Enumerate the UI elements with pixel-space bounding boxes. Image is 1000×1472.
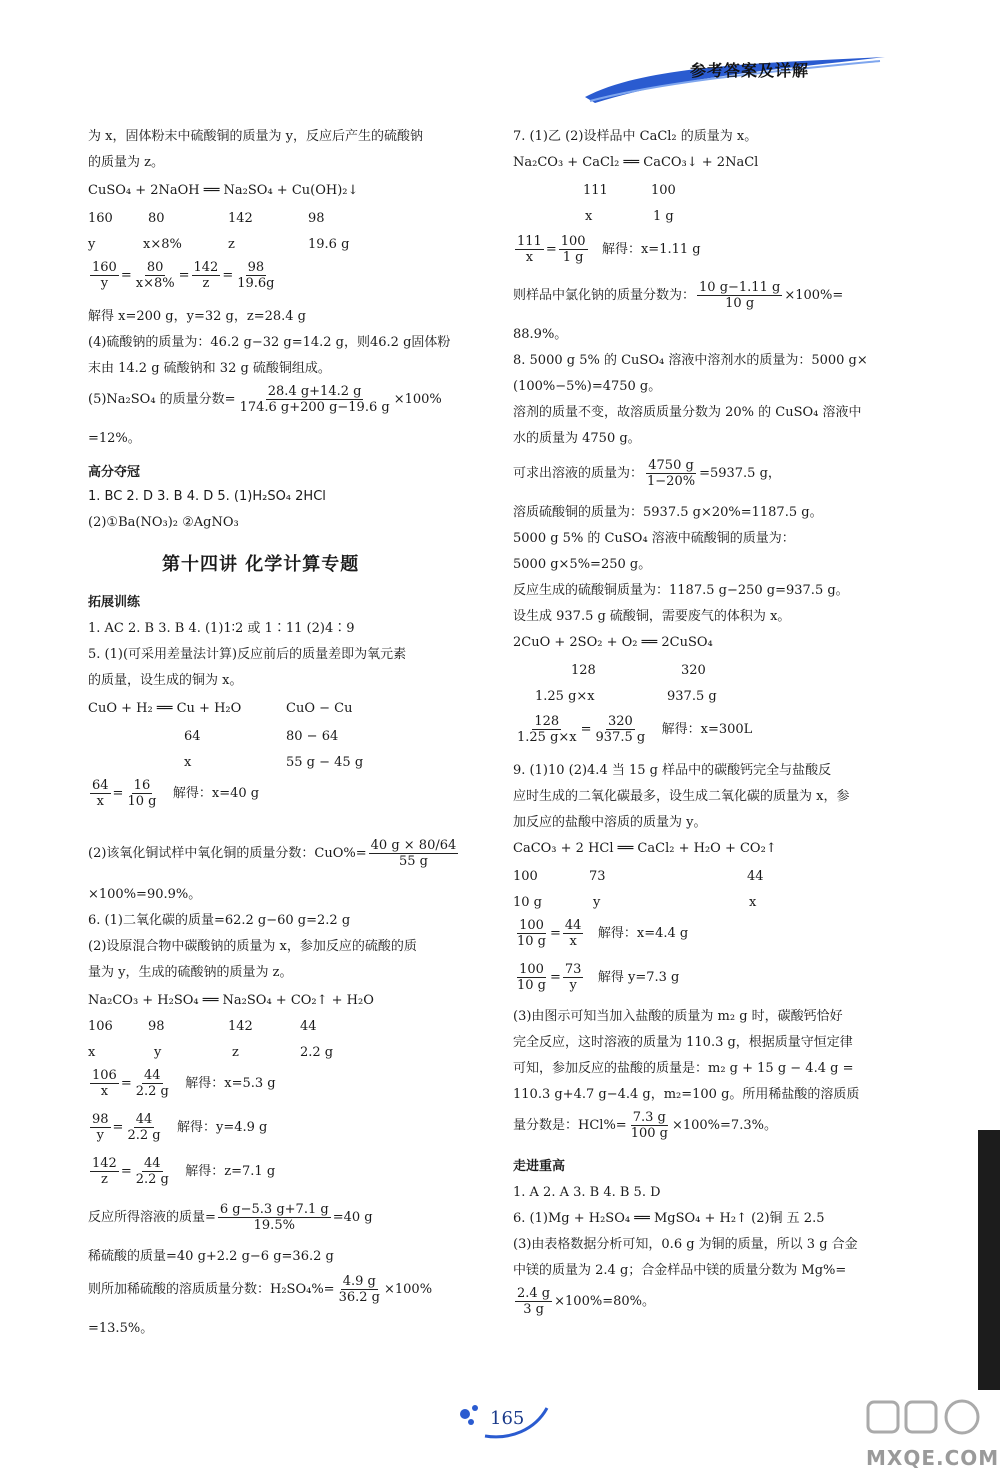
stoich-value: 100 bbox=[651, 183, 676, 198]
stoich-value: x bbox=[749, 895, 757, 910]
text-line: 5000 g 5% 的 CuSO₄ 溶液中硫酸铜的质量为： bbox=[513, 531, 795, 546]
text-line: 设生成 937.5 g 硫酸铜，需要废气的体积为 x。 bbox=[513, 609, 791, 624]
text-line: =13.5%。 bbox=[88, 1321, 154, 1336]
stoich-value: x bbox=[88, 1045, 96, 1060]
text-line: (4)硫酸钠的质量为：46.2 g−32 g=14.2 g，则46.2 g固体粉 bbox=[88, 335, 451, 350]
stoich-value: 80 − 64 bbox=[286, 729, 339, 744]
text-line: 9. (1)10 (2)4.4 当 15 g 样品中的碳酸钙完全与盐酸反 bbox=[513, 763, 832, 778]
text-line: 完全反应，这时溶液的质量为 110.3 g，根据质量守恒定律 bbox=[513, 1035, 853, 1050]
text-line: 量为 y，生成的硫酸钠的质量为 z。 bbox=[88, 965, 293, 980]
fraction-equation: 量分数是：HCl%= $\frac{7.3 g}{100 g}$ ×100%=7.3%。 bbox=[513, 1110, 777, 1141]
fraction-equation: $\frac{98}{y}$ = $\frac{44}{2.2 g}$ 解得：y=4.9 g bbox=[92, 1112, 268, 1143]
page-edge-tab bbox=[978, 1130, 1000, 1390]
text-line: 的质量为 z。 bbox=[88, 155, 164, 170]
stoich-value: 44 bbox=[300, 1019, 317, 1034]
stoich-value: 1.25 g×x bbox=[535, 689, 595, 704]
fraction-equation: $\frac{100}{10 g}$ = $\frac{73}{y}$ 解得 y=7.3 g bbox=[517, 962, 680, 993]
fraction: $\frac{4.9 g}{36.2 g}$ bbox=[338, 1274, 380, 1305]
fraction: $\frac{80}{x\times 8\%}$ bbox=[135, 260, 175, 291]
stoich-value: 44 bbox=[747, 869, 764, 884]
stoich-value: 160 bbox=[88, 211, 113, 226]
fraction-equation: $\frac{64}{x}$ = $\frac{16}{10 g}$ 解得：x=40 g bbox=[92, 778, 260, 809]
fraction-equation: $\frac{100}{10 g}$ = $\frac{44}{x}$ 解得：x=4.4 g bbox=[517, 918, 689, 949]
fraction: $\frac{10 g-1.11 g}{10 g}$ bbox=[699, 280, 781, 311]
fraction-equation: 则样品中氯化钠的质量分数为： $\frac{10 g-1.11 g}{10 g}$ ×100%= bbox=[513, 280, 844, 311]
header-title: 参考答案及详解 bbox=[690, 61, 810, 80]
stoich-value: 19.6 g bbox=[308, 237, 350, 252]
stoich-value: z bbox=[232, 1045, 239, 1060]
text-line: 末由 14.2 g 硫酸钠和 32 g 硫酸铜组成。 bbox=[88, 361, 331, 376]
equation: 2CuO + 2SO₂ + O₂ ══ 2CuSO₄ bbox=[513, 635, 713, 650]
fraction: $\frac{111}{x}$ bbox=[517, 234, 542, 265]
fraction: $\frac{142}{z}$ bbox=[92, 1156, 117, 1187]
stoich-value: y bbox=[593, 895, 601, 910]
fraction-equation: (5)Na₂SO₄ 的质量分数= $\frac{28.4 g+14.2 g}{174.6 g+200 g-19.6 g}$ ×100% bbox=[88, 384, 442, 415]
fraction-equation: $\frac{142}{z}$ = $\frac{44}{2.2 g}$ 解得：z=7.1 g bbox=[92, 1156, 276, 1187]
fraction: $\frac{73}{y}$ bbox=[564, 962, 582, 993]
text-line: 1. A 2. A 3. B 4. B 5. D bbox=[513, 1185, 661, 1200]
text-line: 7. (1)乙 (2)设样品中 CaCl₂ 的质量为 x。 bbox=[513, 129, 758, 144]
equation: CuO − Cu bbox=[286, 701, 353, 716]
stoich-value: 142 bbox=[228, 1019, 253, 1034]
fraction-equation: $\frac{160}{y}$ = $\frac{80}{x\times 8\%}$ = $\frac{142}{z}$ = $\frac{98}{19.6g}$ bbox=[92, 260, 275, 291]
stoich-value: 2.2 g bbox=[300, 1045, 334, 1060]
section-heading: 拓展训练 bbox=[88, 595, 141, 610]
stoich-value: 111 bbox=[583, 183, 608, 198]
text-line: 为 x，固体粉末中硫酸铜的质量为 y，反应后产生的硫酸钠 bbox=[88, 129, 423, 144]
fraction: $\frac{100}{10 g}$ bbox=[517, 962, 546, 993]
text-line: (100%−5%)=4750 g。 bbox=[513, 379, 662, 394]
fraction: $\frac{320}{937.5 g}$ bbox=[595, 714, 646, 745]
fraction: $\frac{7.3 g}{100 g}$ bbox=[630, 1110, 668, 1141]
text-line: 溶质硫酸铜的质量为：5937.5 g×20%=1187.5 g。 bbox=[513, 505, 823, 520]
stoich-value: 320 bbox=[681, 663, 706, 678]
text-line: 88.9%。 bbox=[513, 327, 568, 342]
fraction: $\frac{4750 g}{1-20\%}$ bbox=[647, 458, 696, 489]
watermark-text: MXQE.COM bbox=[866, 1446, 1000, 1470]
fraction: $\frac{160}{y}$ bbox=[92, 260, 117, 291]
fraction: $\frac{100}{10 g}$ bbox=[517, 918, 546, 949]
text-line: 1. BC 2. D 3. B 4. D 5. (1)H₂SO₄ 2HCl bbox=[88, 489, 326, 504]
stoich-value: 1 g bbox=[653, 209, 674, 224]
stoich-value: 73 bbox=[589, 869, 606, 884]
text-line: 8. 5000 g 5% 的 CuSO₄ 溶液中溶剂水的质量为：5000 g× bbox=[513, 353, 868, 368]
fraction-equation: 可求出溶液的质量为： $\frac{4750 g}{1-20\%}$ =5937.5 g， bbox=[513, 458, 781, 489]
section-heading: 高分夺冠 bbox=[88, 465, 141, 480]
fraction: $\frac{128}{1.25 g\times x}$ bbox=[517, 714, 577, 745]
fraction: $\frac{64}{x}$ bbox=[92, 778, 109, 809]
stoich-value: 10 g bbox=[513, 895, 542, 910]
text-line: 溶剂的质量不变，故溶质质量分数为 20% 的 CuSO₄ 溶液中 bbox=[513, 405, 862, 420]
equation: Na₂CO₃ + H₂SO₄ ══ Na₂SO₄ + CO₂↑ + H₂O bbox=[88, 993, 374, 1008]
stoich-value: x×8% bbox=[143, 237, 182, 252]
fraction: $\frac{44}{2.2 g}$ bbox=[135, 1156, 169, 1187]
stoich-value: 937.5 g bbox=[667, 689, 717, 704]
stoich-value: y bbox=[88, 237, 96, 252]
stoich-value: z bbox=[228, 237, 235, 252]
fraction: $\frac{106}{x}$ bbox=[92, 1068, 117, 1099]
text-line: 的质量，设生成的铜为 x。 bbox=[88, 673, 243, 688]
stoich-value: 64 bbox=[184, 729, 201, 744]
equation: CuSO₄ + 2NaOH ══ Na₂SO₄ + Cu(OH)₂↓ bbox=[88, 183, 359, 198]
stoich-value: 106 bbox=[88, 1019, 113, 1034]
stoich-value: 142 bbox=[228, 211, 253, 226]
fraction: $\frac{98}{y}$ bbox=[92, 1112, 109, 1143]
text-line: (2)设原混合物中碳酸钠的质量为 x，参加反应的硫酸的质 bbox=[88, 939, 417, 954]
fraction: $\frac{40 g \times 80/64}{55 g}$ bbox=[370, 838, 457, 869]
text-line: 1. AC 2. B 3. B 4. (1)1∶2 或 1∶11 (2)4∶9 bbox=[88, 621, 355, 636]
text-line: 5000 g×5%=250 g。 bbox=[513, 557, 652, 572]
text-line: ×100%=90.9%。 bbox=[88, 887, 202, 902]
stoich-value: 100 bbox=[513, 869, 538, 884]
fraction-equation: $\frac{128}{1.25 g\times x}$ = $\frac{320}{937.5 g}$ 解得：x=300L bbox=[517, 714, 753, 745]
stoich-value: 98 bbox=[148, 1019, 165, 1034]
fraction: $\frac{2.4 g}{3 g}$ bbox=[517, 1286, 551, 1317]
stoich-value: 128 bbox=[571, 663, 596, 678]
fraction-equation: $\frac{106}{x}$ = $\frac{44}{2.2 g}$ 解得：x=5.3 g bbox=[92, 1068, 276, 1099]
chapter-title: 第十四讲 化学计算专题 bbox=[162, 554, 360, 575]
text-line: 稀硫酸的质量=40 g+2.2 g−6 g=36.2 g bbox=[88, 1249, 334, 1264]
text-line: 加反应的盐酸中溶质的质量为 y。 bbox=[513, 815, 707, 830]
page-number: 165 bbox=[490, 1408, 525, 1429]
fraction-equation: $\frac{2.4 g}{3 g}$ ×100%=80%。 bbox=[517, 1286, 655, 1317]
text-line: 反应生成的硫酸铜质量为：1187.5 g−250 g=937.5 g。 bbox=[513, 583, 849, 598]
stoich-value: 55 g − 45 g bbox=[286, 755, 364, 770]
stoich-value: 98 bbox=[308, 211, 325, 226]
fraction: $\frac{44}{x}$ bbox=[564, 918, 582, 949]
text-line: 中镁的质量为 2.4 g；合金样品中镁的质量分数为 Mg%= bbox=[513, 1263, 847, 1278]
text-line: (3)由表格数据分析可知，0.6 g 为铜的质量，所以 3 g 合金 bbox=[513, 1237, 858, 1252]
text-line: (2)①Ba(NO₃)₂ ②AgNO₃ bbox=[88, 515, 239, 530]
fraction-equation: (2)该氧化铜试样中氧化铜的质量分数：CuO%= $\frac{40 g \times 80/64}{55 g}$ bbox=[88, 838, 457, 869]
fraction: $\frac{28.4 g+14.2 g}{174.6 g+200 g-19.6 g}$ bbox=[239, 384, 390, 415]
text-line: =12%。 bbox=[88, 431, 141, 446]
equation: CuO + H₂ ══ Cu + H₂O bbox=[88, 701, 242, 716]
stoich-value: x bbox=[585, 209, 593, 224]
equation: Na₂CO₃ + CaCl₂ ══ CaCO₃↓ + 2NaCl bbox=[513, 155, 759, 170]
text-line: 水的质量为 4750 g。 bbox=[513, 431, 641, 446]
stoich-value: 80 bbox=[148, 211, 165, 226]
stoich-value: y bbox=[154, 1045, 162, 1060]
text-line: 应时生成的二氧化碳最多，设生成二氧化碳的质量为 x，参 bbox=[513, 789, 850, 804]
fraction: $\frac{16}{10 g}$ bbox=[127, 778, 157, 809]
fraction: $\frac{98}{19.6g}$ bbox=[237, 260, 275, 291]
text-line: 解得 x=200 g，y=32 g，z=28.4 g bbox=[88, 309, 306, 324]
section-heading: 走进重高 bbox=[513, 1159, 566, 1174]
fraction: $\frac{44}{2.2 g}$ bbox=[127, 1112, 161, 1143]
fraction: $\frac{100}{1 g}$ bbox=[560, 234, 586, 265]
text-line: 6. (1)二氧化碳的质量=62.2 g−60 g=2.2 g bbox=[88, 913, 351, 928]
text-line: 5. (1)(可采用差量法计算)反应前后的质量差即为氧元素 bbox=[88, 647, 407, 662]
fraction: $\frac{6 g-5.3 g+7.1 g}{19.5\%}$ bbox=[219, 1202, 329, 1233]
text-line: (3)由图示可知当加入盐酸的质量为 m₂ g 时，碳酸钙恰好 bbox=[513, 1009, 843, 1024]
stoich-value: x bbox=[184, 755, 192, 770]
text-line: 110.3 g+4.7 g−4.4 g，m₂=100 g。所用稀盐酸的溶质质 bbox=[513, 1087, 860, 1102]
fraction-equation: 则所加稀硫酸的溶质质量分数：H₂SO₄%= $\frac{4.9 g}{36.2 g}$ ×100% bbox=[88, 1274, 433, 1305]
text-line: 可知，参加反应的盐酸的质量是：m₂ g + 15 g − 4.4 g = bbox=[513, 1061, 854, 1076]
fraction: $\frac{44}{2.2 g}$ bbox=[135, 1068, 169, 1099]
fraction-equation: $\frac{111}{x}$ = $\frac{100}{1 g}$ 解得：x=1.11 g bbox=[517, 234, 701, 265]
fraction: $\frac{142}{z}$ bbox=[193, 260, 219, 291]
equation: CaCO₃ + 2 HCl ══ CaCl₂ + H₂O + CO₂↑ bbox=[513, 841, 777, 856]
fraction-equation: 反应所得溶液的质量= $\frac{6 g-5.3 g+7.1 g}{19.5\%}$ =40 g bbox=[88, 1202, 373, 1233]
text-line: 6. (1)Mg + H₂SO₄ ══ MgSO₄ + H₂↑ (2)铜 五 2.5 bbox=[513, 1211, 825, 1226]
